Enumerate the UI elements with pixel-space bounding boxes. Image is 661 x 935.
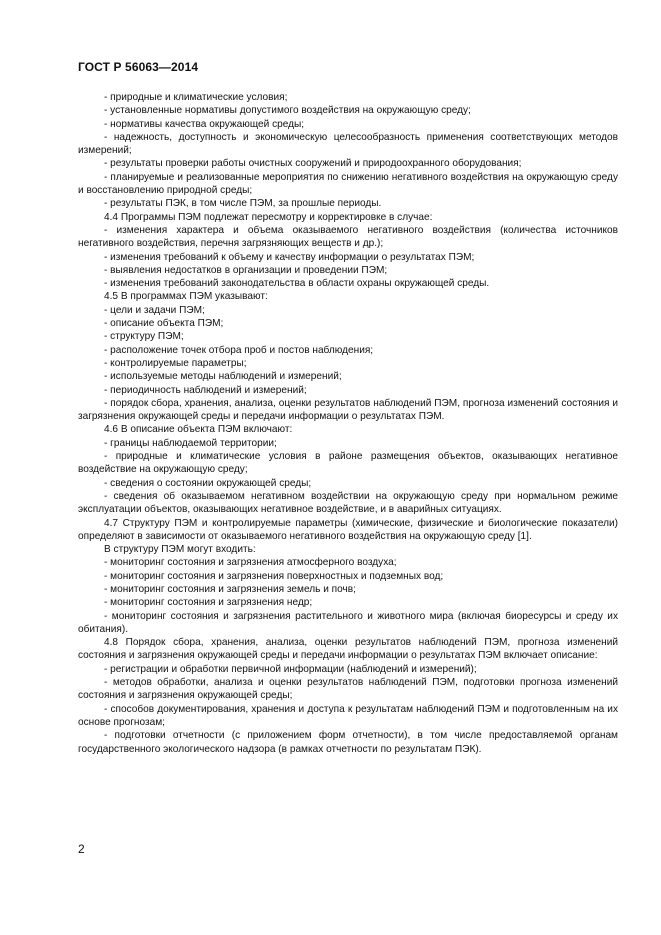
paragraph: - описание объекта ПЭМ; (104, 318, 224, 330)
paragraph: - контролируемые параметры; (104, 357, 247, 369)
paragraph: - установленные нормативы допустимого воздействия на окружающую среду; (104, 105, 471, 117)
paragraph: - границы наблюдаемой территории; (104, 437, 277, 449)
paragraph: - природные и климатические условия; (104, 92, 288, 103)
document-body (78, 91, 618, 756)
paragraph: - результаты проверки работы очистных сооружений и природоохранного оборудования; (104, 158, 522, 170)
paragraph: - планируемые и реализованные мероприятия по снижению негативного воздействия на окружающую среду и восстановлению природной среды; (78, 171, 618, 197)
paragraph: - цели и задачи ПЭМ; (104, 304, 205, 316)
paragraph: - сведения о состоянии окружающей среды; (104, 477, 312, 489)
section-heading-4-8: 4.8 Порядок сбора, хранения, анализа, оценки результатов наблюдений ПЭМ, прогноза изменений состояния и загрязнения окружающей среды и передачи информации о результатах ПЭМ включает описание: (78, 637, 618, 662)
paragraph: - изменения требований к объему и качеству информации о результатах ПЭМ; (104, 251, 475, 263)
paragraph: - надежность, доступность и экономическую целесообразность применения соответствующих методов измерений; (78, 131, 618, 157)
paragraph: - изменения требований законодательства в области охраны окружающей среды. (104, 278, 490, 290)
paragraph: - мониторинг состояния и загрязнения земель и почв; (104, 583, 356, 595)
section-heading-4-5: 4.5 В программах ПЭМ указывают: (104, 291, 268, 303)
section-heading-4-6: 4.6 В описание объекта ПЭМ включают: (104, 424, 293, 436)
paragraph: - нормативы качества окружающей среды; (104, 118, 305, 130)
paragraph: - регистрации и обработки первичной информации (наблюдений и измерений); (104, 663, 477, 675)
paragraph: - способов документирования, хранения и доступа к результатам наблюдений ПЭМ и подготовленным на их основе прогнозам; (78, 703, 618, 728)
paragraph: - порядок сбора, хранения, анализа, оценки результатов наблюдений ПЭМ, прогноза изменений состояния и загрязнения окружающей среды и передачи информации о результатах ПЭМ. (78, 397, 618, 423)
paragraph: - используемые методы наблюдений и измерений; (104, 371, 342, 383)
paragraph: - сведения об оказываемом негативном воздействии на окружающую среду при нормальном режиме эксплуатации объектов, оказывающих негативное воздействие, и в аварийных ситуациях. (78, 490, 618, 516)
section-heading-4-7: 4.7 Структуру ПЭМ и контролируемые параметры (химические, физические и биологические показатели) определяют в зависимости от оказываемого негативного воздействия на окружающую среду [1]. (78, 517, 618, 542)
section-heading-4-4: 4.4 Программы ПЭМ подлежат пересмотру и корректировке в случае: (104, 211, 433, 223)
paragraph: - мониторинг состояния и загрязнения недр; (104, 597, 313, 609)
paragraph: - результаты ПЭК, в том числе ПЭМ, за прошлые периоды. (104, 198, 382, 210)
document-header: ГОСТ Р 56063—2014 (78, 60, 199, 74)
paragraph: - природные и климатические условия в районе размещения объектов, оказывающих негативное воздействие на окружающую среду; (78, 451, 618, 476)
paragraph: - мониторинг состояния и загрязнения атмосферного воздуха; (104, 557, 397, 569)
paragraph: - структуру ПЭМ; (104, 331, 184, 343)
paragraph: - мониторинг состояния и загрязнения растительного и животного мира (включая биоресурсы и среду их обитания). (78, 610, 618, 635)
paragraph: - выявления недостатков в организации и проведении ПЭМ; (104, 264, 388, 276)
page-number: 2 (78, 842, 85, 856)
paragraph: - мониторинг состояния и загрязнения поверхностных и подземных вод; (104, 570, 444, 582)
paragraph: - методов обработки, анализа и оценки результатов наблюдений ПЭМ, подготовки прогноза изменений состояния и загрязнения окружающей среды; (78, 677, 618, 702)
paragraph: В структуру ПЭМ могут входить: (104, 544, 256, 556)
paragraph: - периодичность наблюдений и измерений; (104, 384, 307, 396)
paragraph: - расположение точек отбора проб и постов наблюдения; (104, 344, 374, 356)
paragraph: - изменения характера и объема оказываемого негативного воздействия (количества источников негативного воздействия, перечня загрязняющих веществ и др.); (78, 224, 618, 250)
paragraph: - подготовки отчетности (с приложением форм отчетности), в том числе предоставляемой органам государственного экологического надзора (в рамках отчетности по результатам ПЭК). (78, 730, 618, 755)
